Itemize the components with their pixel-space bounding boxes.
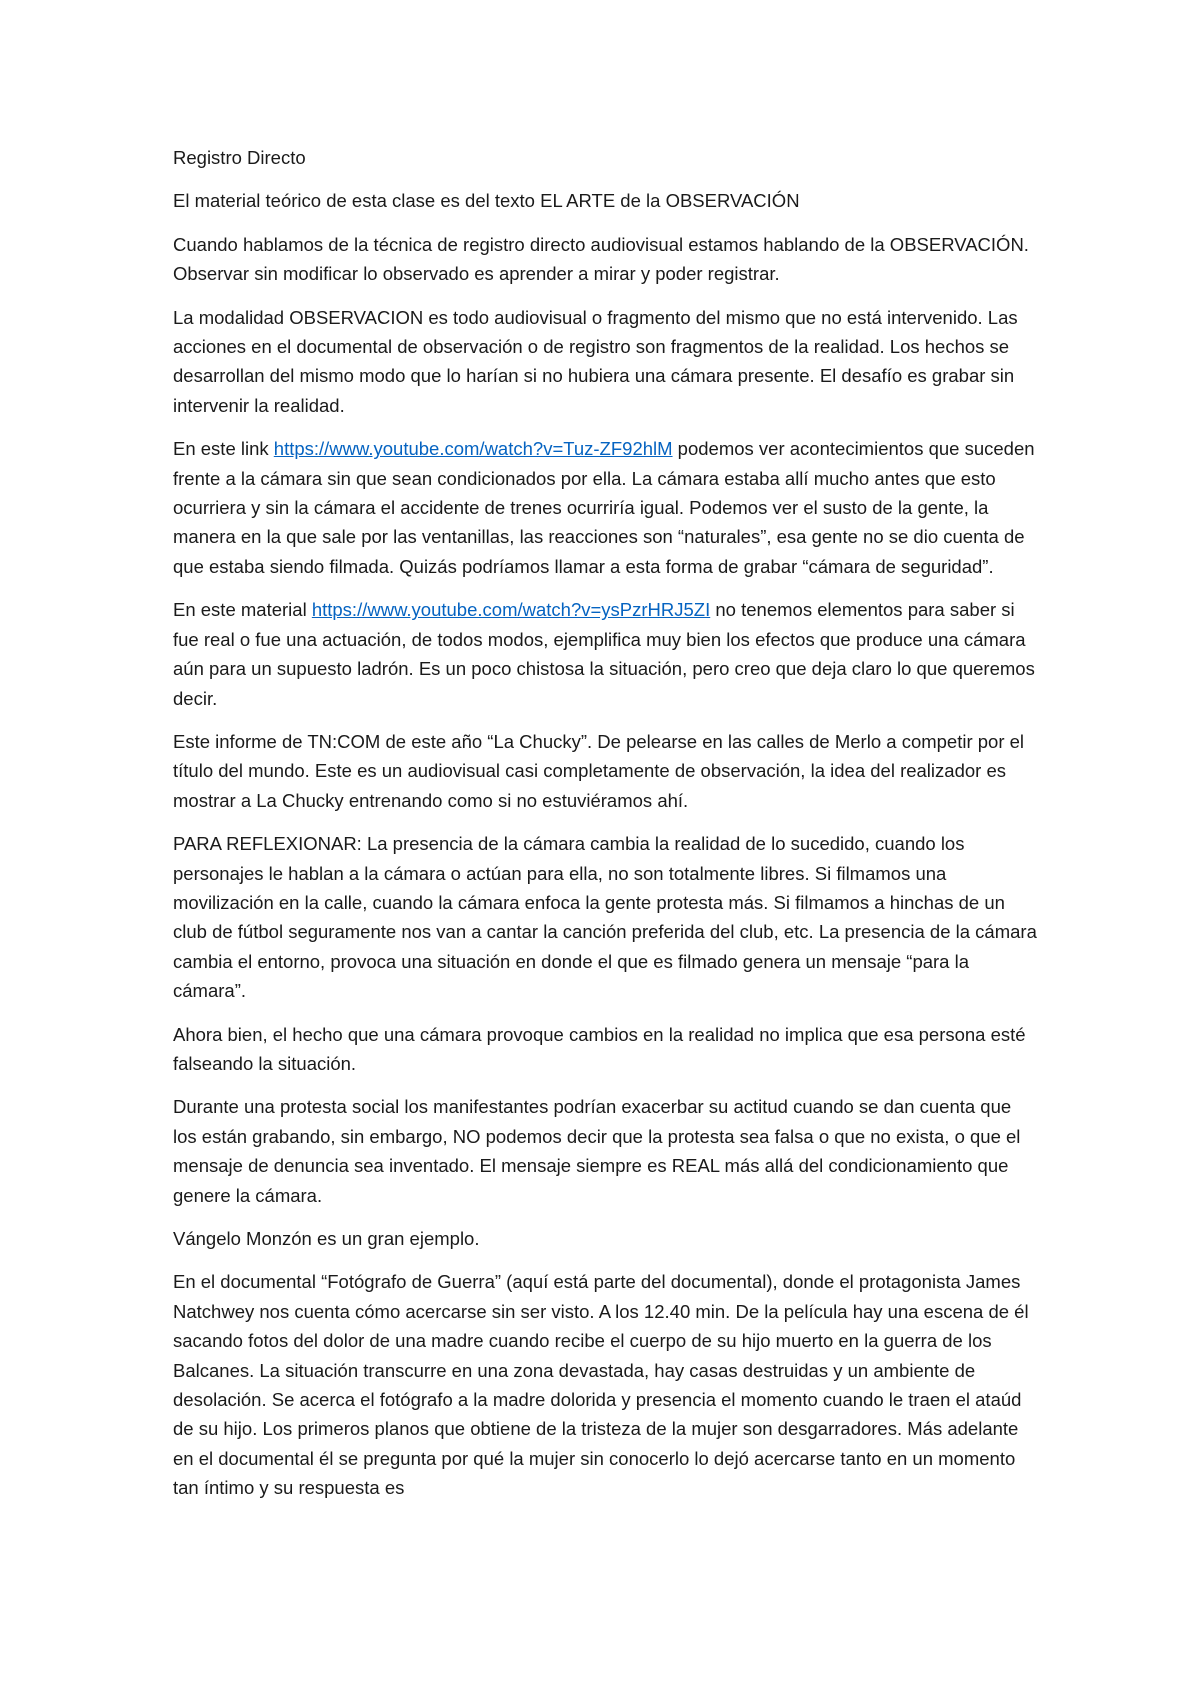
paragraph-observation-modality: La modalidad OBSERVACION es todo audiovisual o fragmento del mismo que no está intervenido. Las acciones en el documental de observación o de registro son fragmentos de la realidad. Los hechos se desarrollan del mismo modo que lo harían si no hubiera una cámara presente. El desafío es grabar sin intervenir la realidad. bbox=[173, 306, 1018, 416]
document-page bbox=[173, 143, 1037, 1517]
paragraph-thief-example bbox=[173, 595, 1037, 713]
paragraph-observation-definition: Cuando hablamos de la técnica de registro directo audiovisual estamos hablando de la OBSERVACIÓN. Observar sin modificar lo observado es aprender a mirar y poder registrar. bbox=[173, 233, 1029, 285]
paragraph-train-accident-example bbox=[173, 434, 1037, 581]
youtube-link-train-accident[interactable]: https://www.youtube.com/watch?v=Tuz-ZF92hlM bbox=[273, 438, 673, 460]
paragraph-text: En este link bbox=[173, 438, 274, 460]
paragraph-camera-changes: Ahora bien, el hecho que una cámara provoque cambios en la realidad no implica que esa persona esté falseando la situación. bbox=[173, 1023, 1026, 1074]
paragraph-text: podemos ver acontecimientos que suceden frente a la cámara sin que sean condicionados por ella. La cámara estaba allí mucho antes que esto ocurriera y sin la cámara el accidente de trenes ocurriría igual. Podemos ver el susto de la gente, la manera en la que sale por las ventanillas, las reacciones son “naturales”, esa gente no se dio cuenta de que estaba siendo filmada. Quizás podríamos llamar a esta forma de grabar “cámara de seguridad”. bbox=[173, 438, 1035, 577]
paragraph-la-chucky-report: Este informe de TN:COM de este año “La Chucky”. De pelearse en las calles de Merlo a competir por el título del mundo. Este es un audiovisual casi completamente de observación, la idea del realizador es mostrar a La Chucky entrenando como si no estuviéramos ahí. bbox=[173, 730, 1025, 811]
paragraph-text: En este material bbox=[173, 599, 312, 621]
paragraph-war-photographer: En el documental “Fotógrafo de Guerra” (aquí está parte del documental), donde el protagonista James Natchwey nos cuenta cómo acercarse sin ser visto. A los 12.40 min. De la película hay una escena de él sacando fotos del dolor de una madre cuando recibe el cuerpo de su hijo muerto en la guerra de los Balcanes. La situación transcurre en una zona devastada, hay casas destruidas y un ambiente de desolación. Se acerca el fotógrafo a la madre dolorida y presencia el momento cuando le traen el ataúd de su hijo. Los primeros planos que obtiene de la tristeza de la mujer son desgarradores. Más adelante en el documental él se pregunta por qué la mujer sin conocerlo lo dejó acercarse tanto en un momento tan íntimo y su respuesta es bbox=[173, 1271, 1029, 1499]
paragraph-text: no tenemos elementos para saber si fue real o fue una actuación, de todos modos, ejemplifica muy bien los efectos que produce una cámara aún para un supuesto ladrón. Es un poco chistosa la situación, pero creo que deja claro lo que queremos decir. bbox=[173, 599, 1035, 709]
paragraph-source-material: El material teórico de esta clase es del texto EL ARTE de la OBSERVACIÓN bbox=[173, 190, 800, 212]
paragraph-reflection: PARA REFLEXIONAR: La presencia de la cámara cambia la realidad de lo sucedido, cuando los personajes le hablan a la cámara o actúan para ella, no son totalmente libres. Si filmamos una movilización en la calle, cuando la cámara enfoca la gente protesta más. Si filmamos a hinchas de un club de fútbol seguramente nos van a cantar la canción preferida del club, etc. La presencia de la cámara cambia el entorno, provoca una situación en donde el que es filmado genera un mensaje “para la cámara”. bbox=[173, 833, 1037, 1002]
paragraph-vangelo-monzon: Vángelo Monzón es un gran ejemplo. bbox=[173, 1228, 480, 1249]
youtube-link-thief[interactable]: https://www.youtube.com/watch?v=ysPzrHRJ5ZI bbox=[311, 599, 711, 621]
paragraph-social-protest: Durante una protesta social los manifestantes podrían exacerbar su actitud cuando se dan cuenta que los están grabando, sin embargo, NO podemos decir que la protesta sea falsa o que no exista, o que el mensaje de denuncia sea inventado. El mensaje siempre es REAL más allá del condicionamiento que genere la cámara. bbox=[173, 1096, 1021, 1206]
document-title: Registro Directo bbox=[173, 147, 306, 168]
